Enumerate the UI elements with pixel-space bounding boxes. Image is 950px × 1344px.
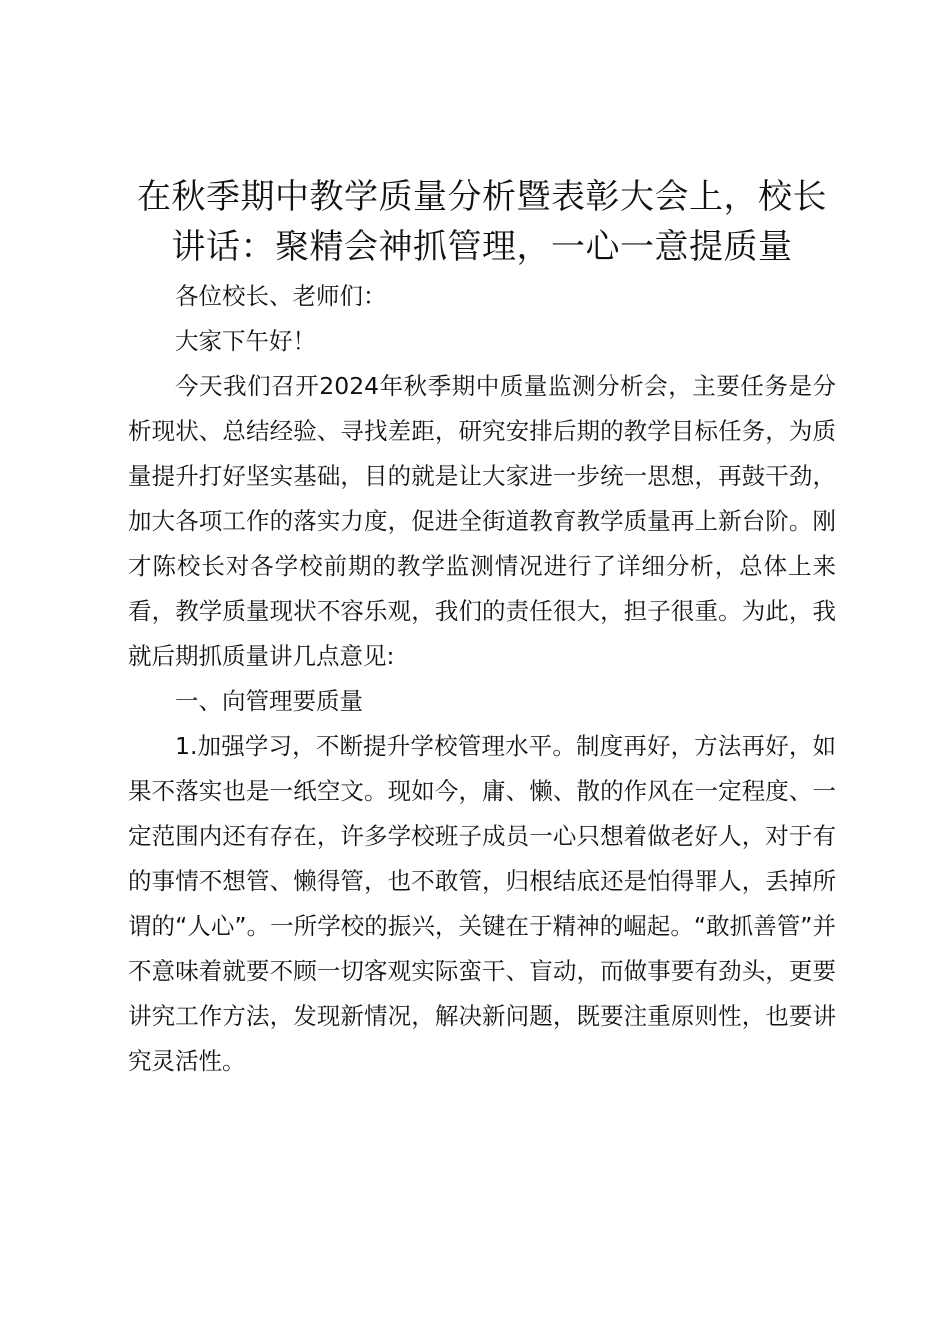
section-heading: 一、向管理要质量: [175, 687, 363, 715]
intro-paragraph: 今天我们召开2024年秋季期中质量监测分析会，主要任务是分析现状、总结经验、寻找差距，研究安排后期的教学目标任务，为质量提升打好坚实基础，目的就是让大家进一步统一思想，再鼓干劲，加大各项工作的落实力度，促进全街道教育教学质量再上新台阶。刚才陈校长对各学校前期的教学监测情况进行了详细分析，总体上来看，教学质量现状不容乐观，我们的责任很大，担子很重。为此，我就后期抓质量讲几点意见:: [128, 372, 836, 670]
document-body: [128, 274, 836, 1084]
greeting: 大家下午好！: [175, 327, 316, 355]
salutation: 各位校长、老师们：: [175, 282, 387, 310]
document-title: 在秋季期中教学质量分析暨表彰大会上，校长讲话：聚精会神抓管理，一心一意提质量: [137, 177, 827, 267]
section-paragraph: 1.加强学习，不断提升学校管理水平。制度再好，方法再好，如果不落实也是一纸空文。现如今，庸、懒、散的作风在一定程度、一定范围内还有存在，许多学校班子成员一心只想着做老好人，对于有的事情不想管、懒得管，也不敢管，归根结底还是怕得罪人，丢掉所谓的“人心”。一所学校的振兴，关键在于精神的崛起。“敢抓善管”并不意味着就要不顾一切客观实际蛮干、盲动，而做事要有劲头，更要讲究工作方法，发现新情况，解决新问题，既要注重原则性，也要讲究灵活性。: [128, 732, 836, 1075]
document-content: [128, 172, 836, 1084]
